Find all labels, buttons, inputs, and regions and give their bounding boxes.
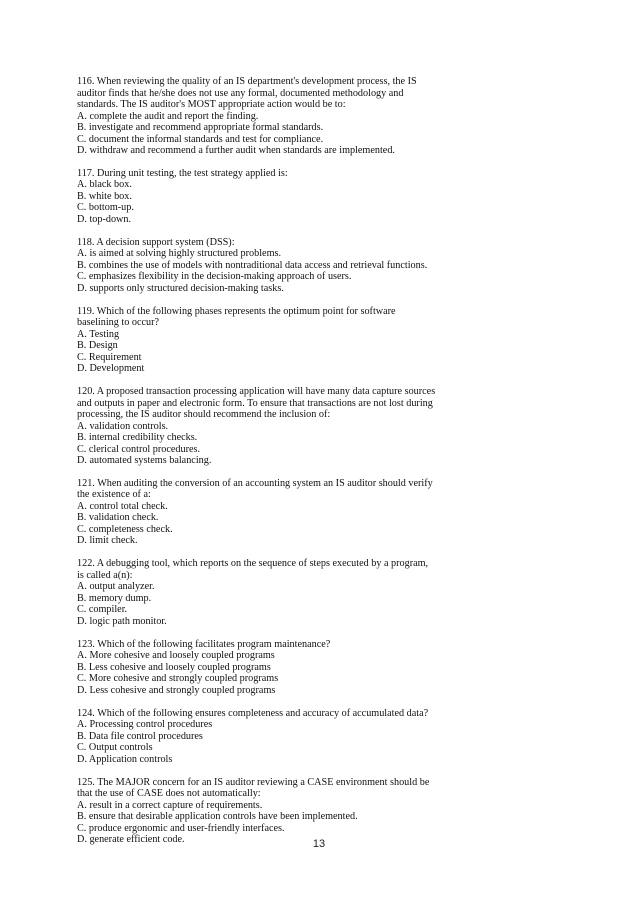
question-text: 119. Which of the following phases represents the optimum point for software baselining to occur? (77, 305, 396, 329)
question-text: 123. Which of the following facilitates program maintenance? (77, 638, 331, 650)
option-c: C. Output controls (77, 742, 153, 754)
option-c: C. Requirement (77, 351, 142, 363)
question-118 (77, 237, 437, 295)
option-b: B. memory dump. (77, 592, 152, 604)
option-d: D. Less cohesive and strongly coupled programs (77, 684, 276, 696)
option-c: C. completeness check. (77, 523, 173, 535)
option-a: A. Testing (77, 328, 120, 340)
question-116 (77, 76, 437, 157)
option-d: D. top-down. (77, 213, 132, 225)
option-b: B. Less cohesive and loosely coupled programs (77, 661, 271, 673)
option-b: B. internal credibility checks. (77, 432, 198, 444)
question-text: 125. The MAJOR concern for an IS auditor reviewing a CASE environment should be that the use of CASE does not automatically: (77, 776, 430, 800)
option-a: A. output analyzer. (77, 581, 155, 593)
option-a: A. More cohesive and loosely coupled programs (77, 650, 275, 662)
option-b: B. combines the use of models with nontraditional data access and retrieval functions. (77, 259, 428, 271)
option-d: D. limit check. (77, 535, 138, 547)
option-c: C. More cohesive and strongly coupled programs (77, 673, 279, 685)
question-text: 116. When reviewing the quality of an IS department's development process, the IS auditor finds that he/she does not use any formal, documented methodology and standards. The IS auditor's MOST appropriate action would be to: (77, 76, 417, 110)
question-text: 117. During unit testing, the test strategy applied is: (77, 167, 288, 179)
question-text: 122. A debugging tool, which reports on the sequence of steps executed by a program, is called a(n): (77, 558, 429, 581)
option-c: C. document the informal standards and test for compliance. (77, 133, 324, 145)
option-d: D. logic path monitor. (77, 615, 167, 627)
option-b: B. ensure that desirable application controls have been implemented. (77, 811, 358, 823)
option-c: C. produce ergonomic and user-friendly interfaces. (77, 822, 285, 834)
question-124 (77, 708, 437, 766)
question-125 (77, 777, 437, 846)
question-120 (77, 386, 437, 467)
option-c: C. bottom-up. (77, 202, 134, 214)
question-text: 121. When auditing the conversion of an accounting system an IS auditor should verify the existence of a: (77, 477, 433, 501)
question-117 (77, 168, 437, 226)
question-list (77, 76, 437, 857)
option-a: A. result in a correct capture of requirements. (77, 799, 263, 811)
option-c: C. emphasizes flexibility in the decision-making approach of users. (77, 271, 352, 283)
option-d: D. generate efficient code. (77, 834, 185, 846)
question-text: 118. A decision support system (DSS): (77, 236, 235, 248)
question-123 (77, 639, 437, 697)
question-text: 120. A proposed transaction processing application will have many data capture sources and outputs in paper and electronic form. To ensure that transactions are not lost during processing, the IS auditor should recommend the inclusion of: (77, 386, 436, 421)
option-b: B. white box. (77, 190, 132, 202)
page-number: 13 (312, 838, 326, 850)
option-c: C. compiler. (77, 604, 128, 616)
option-b: B. Data file control procedures (77, 730, 203, 742)
option-d: D. Application controls (77, 753, 173, 765)
option-d: D. withdraw and recommend a further audit when standards are implemented. (77, 145, 395, 156)
question-119 (77, 306, 437, 375)
option-a: A. complete the audit and report the finding. (77, 110, 259, 122)
option-c: C. clerical control procedures. (77, 443, 201, 455)
option-b: B. investigate and recommend appropriate formal standards. (77, 122, 324, 133)
option-b: B. Design (77, 340, 118, 352)
option-a: A. black box. (77, 179, 132, 191)
question-text: 124. Which of the following ensures completeness and accuracy of accumulated data? (77, 707, 429, 719)
question-122 (77, 558, 437, 627)
option-a: A. is aimed at solving highly structured problems. (77, 248, 282, 260)
question-121 (77, 478, 437, 547)
option-d: D. supports only structured decision-making tasks. (77, 282, 284, 294)
option-b: B. validation check. (77, 512, 159, 524)
option-a: A. Processing control procedures (77, 719, 213, 731)
option-a: A. control total check. (77, 500, 168, 512)
option-d: D. automated systems balancing. (77, 455, 212, 467)
option-a: A. validation controls. (77, 420, 169, 432)
option-d: D. Development (77, 363, 145, 375)
